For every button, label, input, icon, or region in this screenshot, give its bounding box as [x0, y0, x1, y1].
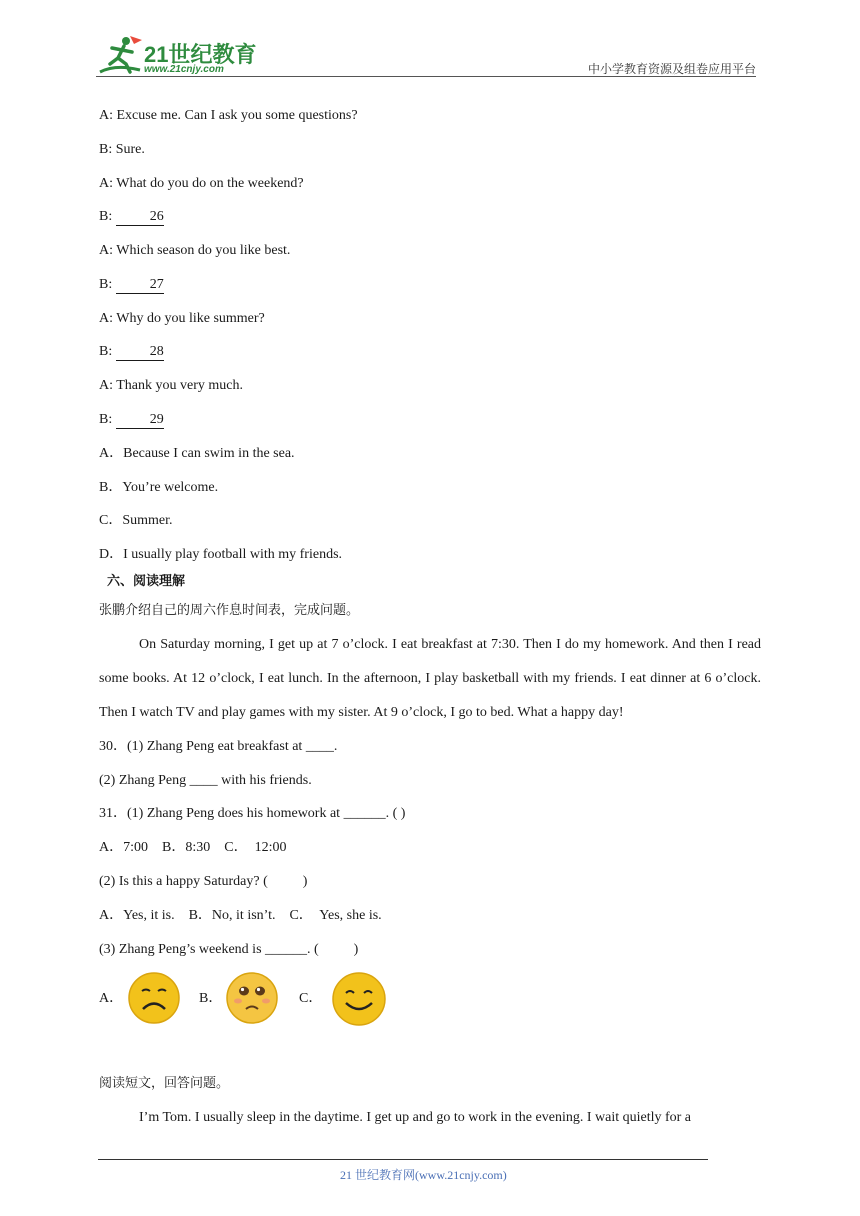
face-option-label: A．	[99, 991, 124, 1006]
section-intro: 张鹏介绍自己的周六作息时间表，完成问题。	[99, 603, 360, 618]
dialogue-line	[99, 411, 164, 429]
dialogue-line: A: Which season do you like best.	[99, 243, 291, 258]
reading-passage: On Saturday morning, I get up at 7 o’clock. I eat breakfast at 7:30. Then I do my homework. And then I read some books. At 12 o’clock, I eat lunch. In the afternoon, I play basketball with my friends. I eat dinner at 6 o’clock. Then I watch TV and play games with my sister. At 9 o’clock, I go to bed. What a happy day!	[99, 637, 761, 720]
answer-blank: 26	[116, 209, 164, 226]
page-header	[96, 34, 756, 78]
question-30-2: (2) Zhang Peng ____ with his friends.	[99, 773, 312, 788]
section-title: 六、阅读理解	[107, 574, 186, 589]
question-31-2: (2) Is this a happy Saturday? ( )	[99, 874, 308, 889]
dialogue-line: A: Thank you very much.	[99, 378, 243, 393]
question-31-3: (3) Zhang Peng’s weekend is ______. ( )	[99, 942, 359, 957]
footer-divider	[98, 1159, 708, 1160]
dialogue-line: B: Sure.	[99, 142, 145, 157]
header-divider	[96, 76, 756, 77]
question-31-1: 31．(1) Zhang Peng does his homework at ______. ( )	[99, 806, 406, 821]
dialogue-line	[99, 343, 164, 361]
speaker-label: B:	[99, 412, 116, 427]
question-31-1-options: A．7:00 B．8:30 C． 12:00	[99, 840, 287, 855]
option-b: B．You’re welcome.	[99, 480, 219, 495]
answer-blank: 29	[116, 412, 164, 429]
dialogue-line: A: Why do you like summer?	[99, 311, 265, 326]
dialogue-line	[99, 208, 164, 226]
question-31-2-options: A．Yes, it is. B．No, it isn’t. C． Yes, she is.	[99, 908, 382, 923]
logo-url: www.21cnjy.com	[144, 64, 224, 75]
runner-logo-icon	[96, 34, 144, 78]
option-d: D．I usually play football with my friends.	[99, 547, 343, 562]
answer-blank: 27	[116, 277, 164, 294]
option-a: A．Because I can swim in the sea.	[99, 446, 295, 461]
happy-face-icon	[331, 971, 387, 1027]
option-c: C．Summer.	[99, 513, 173, 528]
face-option-label: B．	[199, 991, 223, 1006]
dialogue-line: A: Excuse me. Can I ask you some questions?	[99, 108, 358, 123]
question-30-1: 30．(1) Zhang Peng eat breakfast at ____.	[99, 739, 338, 754]
section-intro: 阅读短文，回答问题。	[99, 1076, 230, 1091]
sad-face-icon	[127, 971, 181, 1025]
dialogue-line	[99, 276, 164, 294]
reading-passage: I’m Tom. I usually sleep in the daytime. I get up and go to work in the evening. I wait quietly for a	[139, 1110, 692, 1125]
platform-name: 中小学教育资源及组卷应用平台	[587, 62, 756, 76]
face-option-label: C．	[299, 991, 323, 1006]
crying-face-icon	[225, 971, 279, 1025]
speaker-label: B:	[99, 344, 116, 359]
site-logo	[96, 34, 266, 78]
face-options	[99, 971, 419, 1027]
speaker-label: B:	[99, 209, 116, 224]
dialogue-line: A: What do you do on the weekend?	[99, 176, 304, 191]
logo-text: 21世纪教育	[144, 42, 257, 67]
footer-text: 21 世纪教育网(www.21cnjy.com)	[340, 1168, 507, 1182]
answer-blank: 28	[116, 344, 164, 361]
speaker-label: B:	[99, 277, 116, 292]
